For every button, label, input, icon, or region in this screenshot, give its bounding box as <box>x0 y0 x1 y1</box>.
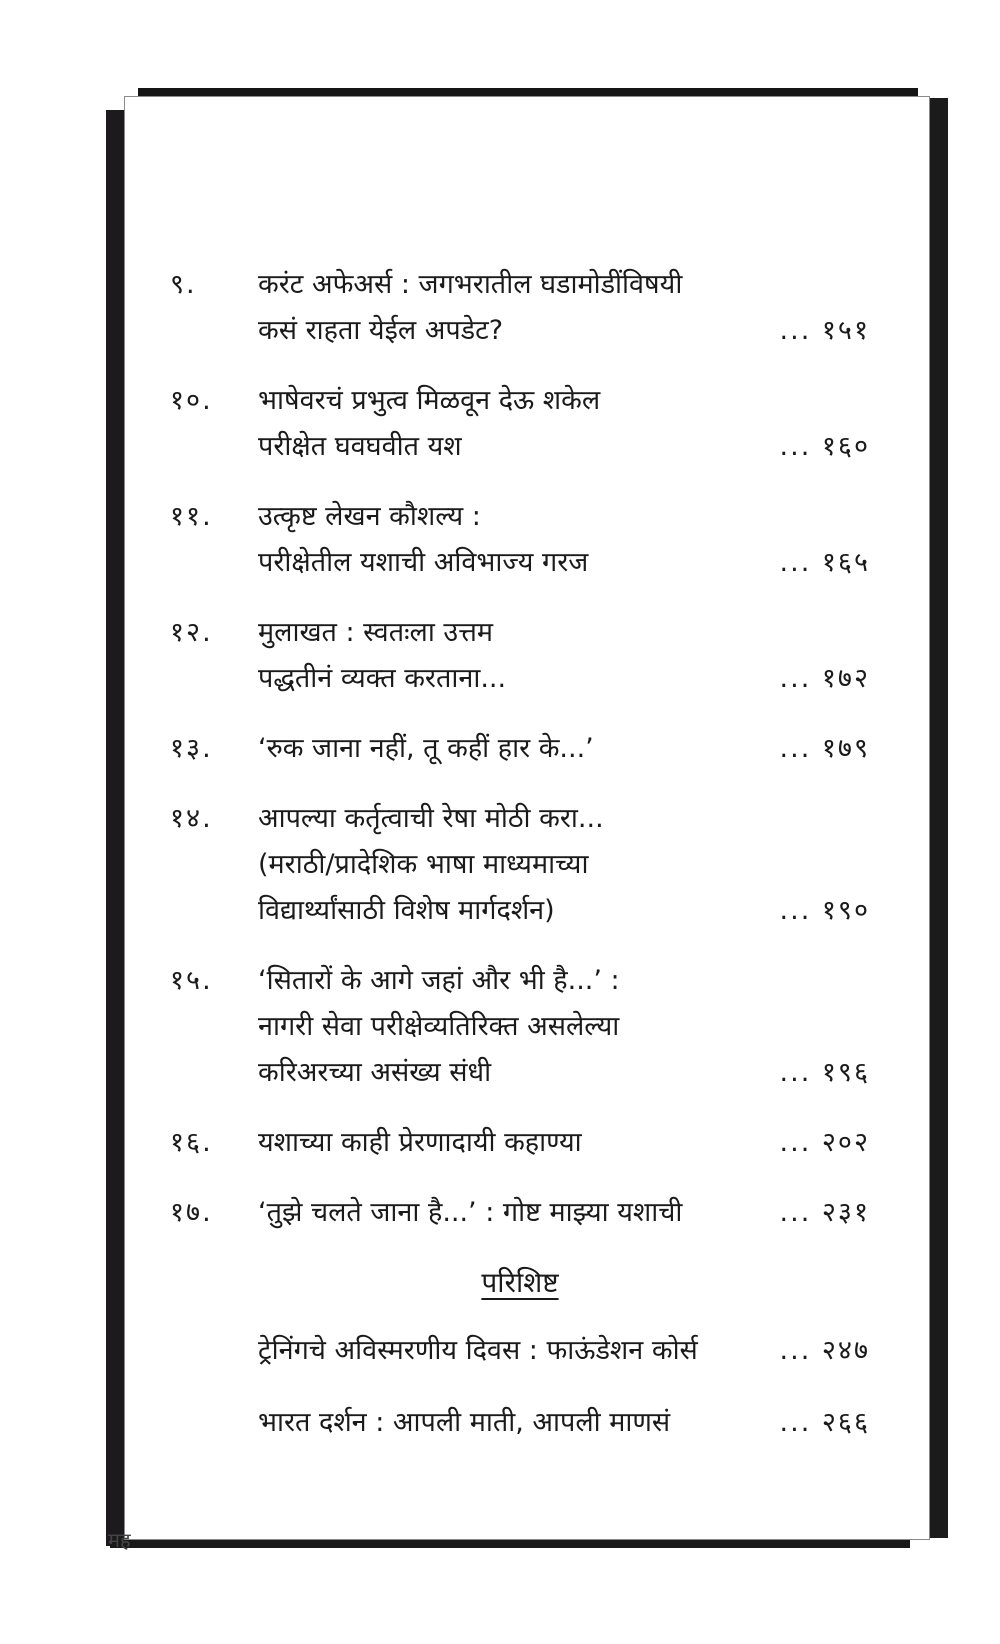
toc-entry <box>170 958 870 1096</box>
chapter-title <box>258 494 750 586</box>
page-number: ... २४७ <box>779 1335 870 1366</box>
page-number: ... १९० <box>779 895 870 926</box>
appendix-heading <box>170 1260 870 1306</box>
corner-fragment: मह <box>108 1528 131 1552</box>
toc-entry <box>170 610 870 702</box>
chapter-title-line: नागरी सेवा परीक्षेव्यतिरिक्त असलेल्या <box>258 1011 620 1042</box>
chapter-title-line: परीक्षेतील यशाची अविभाज्य गरज <box>258 547 589 578</box>
chapter-title-line: भाषेवरचं प्रभुत्व मिळवून देऊ शकेल <box>258 385 601 416</box>
chapter-title <box>258 610 750 702</box>
chapter-title-line: करंट अफेअर्स : जगभरातील घडामोडींविषयी <box>258 269 683 300</box>
toc-entry <box>170 262 870 354</box>
chapter-title-line: ‘तुझे चलते जाना है...’ : गोष्ट माझ्या यशाची <box>258 1197 683 1228</box>
chapter-title <box>258 726 750 772</box>
chapter-title-line: आपल्या कर्तृत्वाची रेषा मोठी करा... <box>258 803 604 834</box>
chapter-number: १३. <box>170 733 213 764</box>
appendix-entries <box>170 1328 870 1446</box>
chapter-title <box>258 1190 750 1236</box>
chapter-number: १६. <box>170 1127 213 1158</box>
toc-entries <box>170 262 870 1236</box>
appendix-heading-text: परिशिष्ट <box>481 1266 559 1299</box>
table-of-contents <box>170 262 870 1472</box>
chapter-title <box>258 378 750 470</box>
chapter-title <box>258 262 750 354</box>
chapter-number: ९. <box>170 269 197 300</box>
chapter-title-line: यशाच्या काही प्रेरणादायी कहाण्या <box>258 1127 582 1158</box>
toc-entry <box>170 796 870 934</box>
chapter-number: १७. <box>170 1197 213 1228</box>
chapter-title-line: विद्यार्थ्यांसाठी विशेष मार्गदर्शन) <box>258 895 555 926</box>
page-number: ... १५१ <box>779 315 870 346</box>
chapter-title-line: करिअरच्या असंख्य संधी <box>258 1057 492 1088</box>
appendix-entry <box>170 1328 870 1374</box>
toc-entry <box>170 494 870 586</box>
chapter-title-line: मुलाखत : स्वतःला उत्तम <box>258 617 494 648</box>
chapter-title <box>258 1120 750 1166</box>
chapter-title-line: कसं राहता येईल अपडेट? <box>258 315 504 346</box>
page-number: ... १६५ <box>779 547 870 578</box>
page-number: ... १९६ <box>779 1057 870 1088</box>
chapter-number: १४. <box>170 803 213 834</box>
appendix-title: ट्रेनिंगचे अविस्मरणीय दिवस : फाऊंडेशन कोर्स <box>258 1335 698 1366</box>
toc-entry <box>170 378 870 470</box>
page-number: ... २३१ <box>779 1197 870 1228</box>
appendix-title: भारत दर्शन : आपली माती, आपली माणसं <box>258 1407 671 1438</box>
toc-entry <box>170 726 870 772</box>
appendix-entry <box>170 1400 870 1446</box>
toc-entry <box>170 1190 870 1236</box>
page-number: ... २६६ <box>779 1407 870 1438</box>
toc-entry <box>170 1120 870 1166</box>
chapter-title-line: उत्कृष्ट लेखन कौशल्य : <box>258 501 481 532</box>
chapter-number: १५. <box>170 965 213 996</box>
chapter-number: १०. <box>170 385 213 416</box>
chapter-title <box>258 958 750 1096</box>
chapter-number: ११. <box>170 501 213 532</box>
chapter-title-line: ‘सितारों के आगे जहां और भी है...’ : <box>258 965 620 996</box>
chapter-title-line: परीक्षेत घवघवीत यश <box>258 431 462 462</box>
page-number: ... १७२ <box>779 663 870 694</box>
page-number: ... २०२ <box>779 1127 870 1158</box>
chapter-title-line: ‘रुक जाना नहीं, तू कहीं हार के...’ <box>258 733 594 764</box>
chapter-title <box>258 796 750 934</box>
chapter-number: १२. <box>170 617 213 648</box>
page-shadow-right <box>928 98 948 1538</box>
chapter-title-line: पद्धतीनं व्यक्त करताना... <box>258 663 507 694</box>
page-number: ... १६० <box>779 431 870 462</box>
page-number: ... १७९ <box>779 733 870 764</box>
chapter-title-line: (मराठी/प्रादेशिक भाषा माध्यमाच्या <box>258 849 589 880</box>
